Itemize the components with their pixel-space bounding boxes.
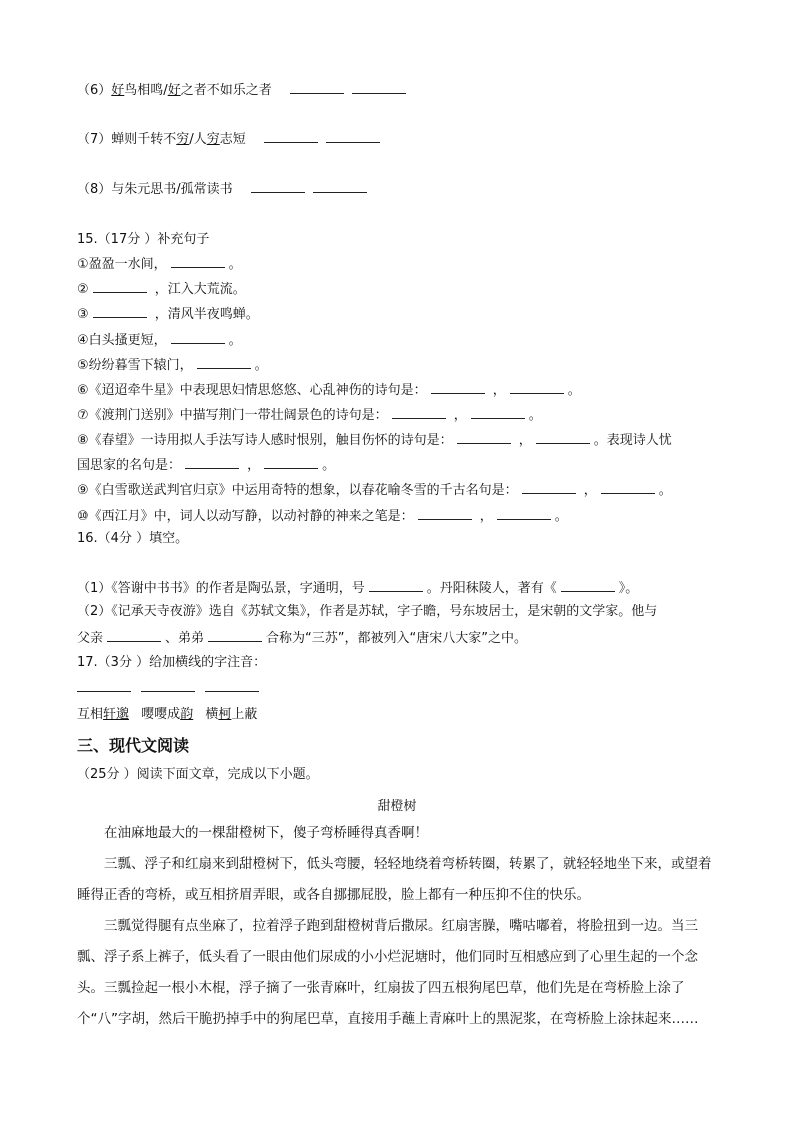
item-text: 鸟相鸣/ [124,83,168,98]
answer-blank[interactable] [93,279,147,293]
paragraph-2: 三瓢、浮子和红扇来到甜橙树下，低头弯腰，轻轻地绕着弯桥转圈，转累了，就轻轻地坐下来，或望着睡得正香的弯桥，或互相挤眉弄眼，或各自挪挪屁股，脸上都有一种压抑不住的快乐。 [77,856,712,903]
item-7 [77,129,384,149]
q17-header: 17.（3分 ）给加横线的字注音： [77,655,267,670]
paragraph-1: 在油麻地最大的一棵甜橙树下，傻子弯桥睡得真香啊！ [104,825,428,841]
answer-blank[interactable] [431,380,485,394]
line-text: ， [488,383,506,398]
answer-blank[interactable] [313,179,367,193]
q15-line-11 [77,506,568,526]
line-text: ⑨《白雪歌送武判官归京》中运用奇特的想象，以春花喻冬雪的千古名句是： [77,483,518,498]
answer-blank[interactable] [264,129,318,143]
answer-blank[interactable] [352,80,406,94]
answer-blank[interactable] [197,355,251,369]
q16-line-3 [77,628,527,648]
line-text: （1）《答谢中书书》的作者是陶弘景，字通明，号 [77,581,365,596]
line-text: ③ [77,307,89,322]
q15-line-4 [77,330,242,350]
line-text: ⑤纷纷暮雪下辕门， [77,358,193,373]
q15-line-7 [77,405,542,425]
q16-line-2: （2）《记承天寺夜游》选自《苏轼文集》，作者是苏轼，字子瞻，号东坡居士，是宋朝的文学家。他与 [77,604,658,619]
answer-blank[interactable] [392,405,446,419]
underlined-char: 好 [167,83,181,98]
section-heading: 三、现代文阅读 [77,736,190,755]
line-text: ④白头搔更短， [77,333,167,348]
q15-line-2 [77,279,246,299]
item-number: （7） [77,132,112,147]
line-text: 。表现诗人忧 [593,433,672,448]
line-text: 。 [528,408,542,423]
line-text: 国思家的名句是： [77,458,182,473]
line-text: ， [449,408,467,423]
item-8 [77,179,371,199]
pinyin-blank[interactable] [141,681,195,692]
q17-pinyin-blanks [77,680,269,698]
item-number: （8） [77,182,112,197]
line-text: ， [579,483,597,498]
answer-blank[interactable] [536,430,590,444]
line-text: 。 [254,358,268,373]
answer-blank[interactable] [93,304,147,318]
answer-blank[interactable] [208,628,262,642]
answer-blank[interactable] [457,430,511,444]
line-text: ，清风半夜鸣蝉。 [150,307,259,322]
q15-line-3 [77,304,259,324]
answer-blank[interactable] [185,455,239,469]
answer-blank[interactable] [326,129,380,143]
item-text: /人 [189,132,207,147]
answer-blank[interactable] [601,480,655,494]
word-text: 上蔽 [231,707,258,722]
line-text: 。丹阳秣陵人，著有《 [426,581,557,596]
underlined-char: 穷 [176,132,190,147]
q15-line-1 [77,254,242,274]
word-text: 嘤嘤成 [141,707,181,722]
line-text: 。 [658,483,672,498]
answer-blank[interactable] [290,80,344,94]
pinyin-blank[interactable] [205,681,259,692]
line-text: ⑩《西江月》中，词人以动写静，以动衬静的神来之笔是： [77,509,414,524]
line-text: 。 [228,333,242,348]
underlined-char: 柯 [218,707,232,722]
q15-line-10 [77,480,672,500]
line-text: 》。 [618,581,639,596]
article-title: 甜橙树 [377,799,417,814]
answer-blank[interactable] [107,628,161,642]
answer-blank[interactable] [497,506,551,520]
item-number: （6） [77,83,112,98]
q15-line-8 [77,430,672,450]
underlined-char: 穷 [206,132,220,147]
answer-blank[interactable] [171,254,225,268]
q16-header: 16.（4分 ）填空。 [77,531,189,546]
line-text: ， [514,433,532,448]
answer-blank[interactable] [251,179,305,193]
q15-line-5 [77,355,268,375]
answer-blank[interactable] [171,330,225,344]
item-text: 蝉则千转不 [111,132,177,147]
line-text: ①盈盈一水间， [77,257,167,272]
line-text: ⑧《春望》一诗用拟人手法写诗人感时恨别，触目伤怀的诗句是： [77,433,453,448]
answer-blank[interactable] [561,578,615,592]
answer-blank[interactable] [510,380,564,394]
line-text: 父亲 [77,631,104,646]
pinyin-blank[interactable] [77,681,131,692]
q16-line-1 [77,578,638,598]
line-text: 。 [322,458,336,473]
line-text: 。 [228,257,242,272]
item-text: 志短 [219,132,246,147]
q15-line-9 [77,455,335,475]
word-text: 互相 [77,707,104,722]
answer-blank[interactable] [369,578,423,592]
line-text: ⑦《渡荆门送别》中描写荆门一带壮阔景色的诗句是： [77,408,388,423]
underlined-char: 好 [111,83,125,98]
q15-line-6 [77,380,581,400]
line-text: ⑥《迢迢牵牛星》中表现思妇情思悠悠、心乱神伤的诗句是： [77,383,427,398]
item-text: 与朱元思书/孤常读书 [111,182,233,197]
q15-header: 15.（17分 ）补充句子 [77,232,210,247]
line-text: ，江入大荒流。 [150,282,246,297]
line-text: ② [77,282,89,297]
line-text: 。 [554,509,568,524]
line-text: 。 [567,383,581,398]
word-text: 横 [205,707,219,722]
line-text: 合称为“三苏”，都被列入“唐宋八大家”之中。 [266,631,527,646]
answer-blank[interactable] [471,405,525,419]
answer-blank[interactable] [418,506,472,520]
item-6 [77,80,410,100]
line-text: ， [243,458,261,473]
section-intro: （25分 ）阅读下面文章，完成以下小题。 [77,767,319,782]
line-text: 、弟弟 [165,631,205,646]
underlined-char: 韵 [180,707,194,722]
answer-blank[interactable] [264,455,318,469]
q17-words [77,706,257,724]
underlined-char: 轩邈 [103,707,130,722]
line-text: ， [475,509,493,524]
answer-blank[interactable] [522,480,576,494]
paragraph-3: 三瓢觉得腿有点坐麻了，拉着浮子跑到甜橙树背后撒尿。红扇害臊，嘴咕嘟着，将脸扭到一边。当三瓢、浮子系上裤子，低头看了一眼由他们尿成的小小烂泥塘时，他们同时互相感应到了心里生起的一个念头。三瓢捡起一根小木棍，浮子摘了一张青麻叶，红扇拔了四五根狗尾巴草，他们先是在弯桥脸上涂了个“八”字胡，然后干脆扔掉手中的狗尾巴草，直接用手蘸上青麻叶上的黑泥浆，在弯桥脸上涂抹起来…… [77,918,699,1027]
item-text: 之者不如乐之者 [180,83,272,98]
